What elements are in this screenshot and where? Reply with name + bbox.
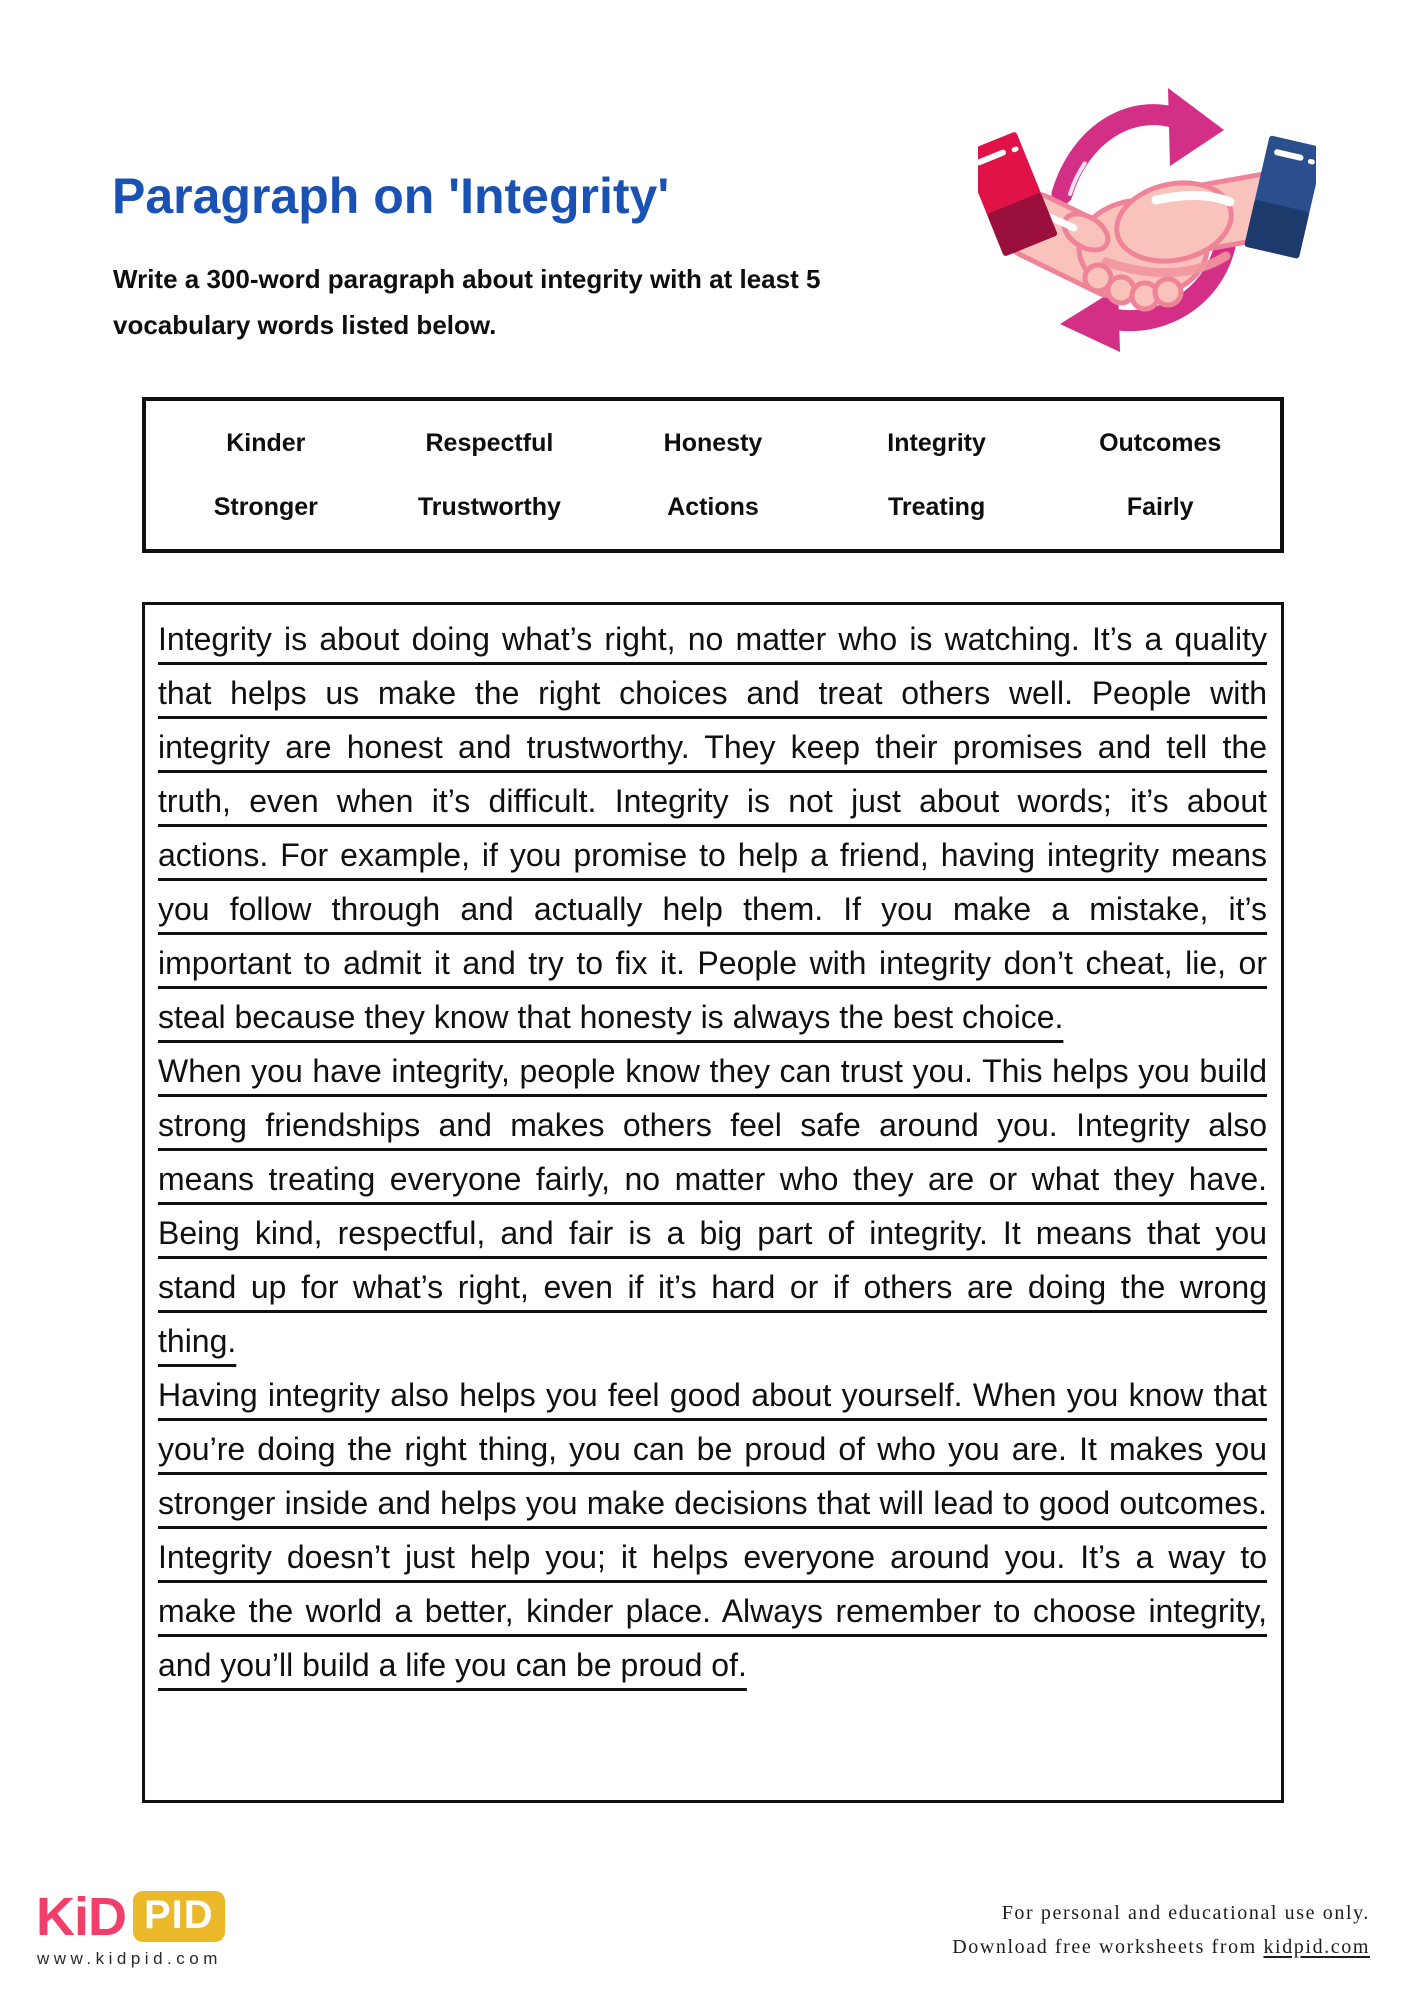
usage-line-2-text: Download free worksheets from: [952, 1936, 1264, 1958]
vocab-word: Stronger: [213, 492, 318, 521]
instructions-line-1: Write a 300-word paragraph about integrity with at least 5: [113, 264, 821, 294]
vocab-word: Kinder: [226, 428, 306, 457]
usage-note: [952, 1896, 1370, 1964]
vocab-word: Treating: [887, 492, 986, 521]
logo-pid-badge: PID: [133, 1891, 225, 1942]
handshake-illustration: [978, 76, 1316, 358]
page-title: Paragraph on 'Integrity': [112, 168, 670, 224]
vocab-word: Respectful: [425, 428, 554, 457]
usage-line-1: For personal and educational use only.: [1001, 1902, 1370, 1924]
essay-paragraph-3: Having integrity also helps you feel good about yourself. When you know that you’re doing the right thing, you can be proud of who you are. It makes you stronger inside and helps you make decisions that will lead to good outcomes. Integrity doesn’t just help you; it helps everyone around you. It’s a way to make the world a better, kinder place. Always remember to choose integrity, and you’ll build a life you can be proud of.: [158, 1377, 1267, 1683]
vocab-word: Actions: [667, 492, 759, 521]
vocab-word: Honesty: [663, 428, 763, 457]
vocab-word: Fairly: [1126, 492, 1194, 521]
usage-line-2: [952, 1936, 1370, 1958]
vocabulary-box: [142, 397, 1284, 553]
essay-paragraph-1: Integrity is about doing what’s right, no matter who is watching. It’s a quality that helps us make the right choices and treat others well. People with integrity are honest and trustworthy. They keep their promises and tell the truth, even when it’s difficult. Integrity is not just about words; it’s about actions. For example, if you promise to help a friend, having integrity means you follow through and actually help them. If you make a mistake, it’s important to admit it and try to fix it. People with integrity don’t cheat, lie, or steal because they know that honesty is always the best choice.: [158, 621, 1267, 1035]
essay-paragraph-2: When you have integrity, people know they can trust you. This helps you build strong friendships and makes others feel safe around you. Integrity also means treating everyone fairly, no matter who they are or what they have. Being kind, respectful, and fair is a big part of integrity. It means that you stand up for what’s right, even if it’s hard or if others are doing the wrong thing.: [158, 1053, 1267, 1359]
essay-box: [142, 602, 1284, 1803]
vocab-word: Trustworthy: [417, 492, 561, 521]
vocab-word: Outcomes: [1099, 428, 1222, 457]
instructions-line-2: vocabulary words listed below.: [113, 310, 497, 340]
instructions: [113, 256, 973, 348]
cycle-arrow-top-icon: [1062, 88, 1224, 194]
kidpid-link[interactable]: kidpid.com: [1263, 1936, 1370, 1958]
logo-kid-text: KiD: [36, 1886, 126, 1947]
kidpid-logo: [36, 1886, 225, 1947]
website-url: www.kidpid.com: [37, 1949, 222, 1968]
vocab-word: Integrity: [887, 428, 986, 457]
